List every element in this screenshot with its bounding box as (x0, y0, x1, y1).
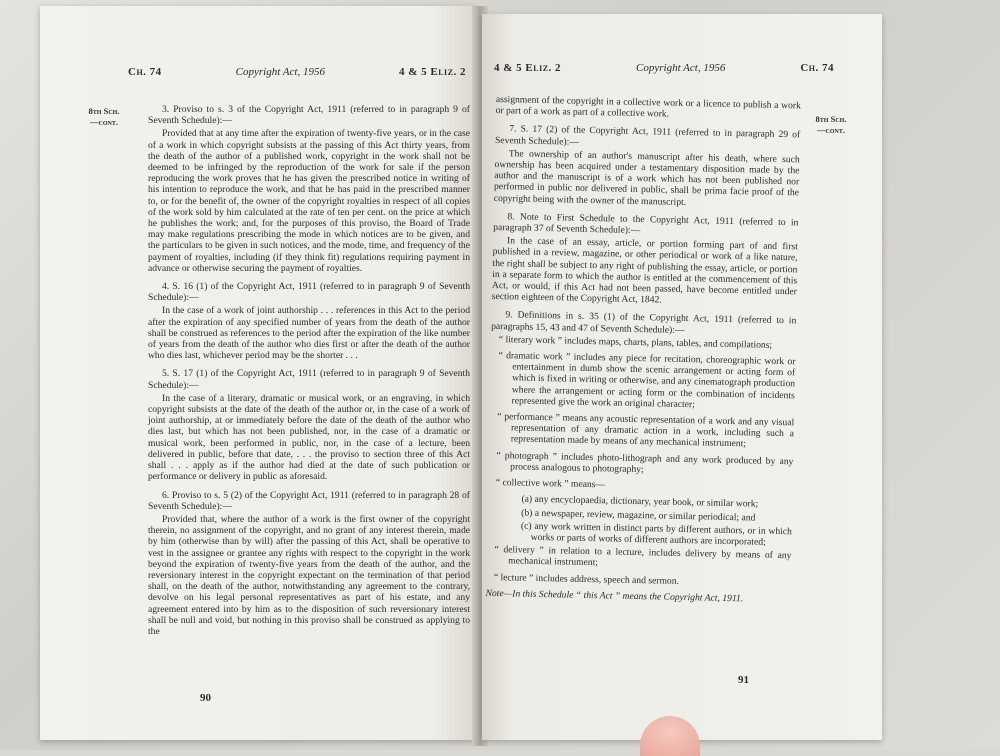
chapter-number: Ch. 74 (128, 66, 162, 78)
section-heading: 5. S. 17 (1) of the Copyright Act, 1911 (referred to in paragraph 9 of Seventh Schedule):— (148, 368, 470, 391)
definition: “ collective work ” means— (495, 477, 606, 491)
section-heading: 7. S. 17 (2) of the Copyright Act, 1911 (referred to in paragraph 29 of Seventh Schedule):— (494, 123, 801, 148)
margin-note-line: 8th Sch. (88, 106, 120, 116)
definition: “ lecture ” includes address, speech and sermon. (493, 571, 680, 587)
definition-sub-item: (c) any work written in distinct parts by different authors, or in which works or parts of works of different authors are incorporated; (520, 520, 793, 548)
chapter-number: Ch. 74 (800, 62, 834, 74)
section-heading: 4. S. 16 (1) of the Copyright Act, 1911 (referred to in paragraph 9 of Seventh Schedule):— (148, 281, 470, 304)
right-page (482, 14, 882, 740)
margin-note-right (806, 114, 856, 136)
right-page-text (485, 94, 801, 612)
section-body: In the case of an essay, article, or portion forming part of and first published in a review, magazine, or other periodical or work of a like nature, the right shall be subject to any right of publishing the essay, article, or portion in a separate form to which the author is entitled at the commencement of this Act, or would, if this Act had not been passed, have become entitled under section eighteen of the Copyright Act, 1842. (491, 235, 798, 306)
section-heading: 8. Note to First Schedule to the Copyright Act, 1911 (referred to in paragraph 37 of Seventh Schedule):— (493, 211, 799, 237)
section-heading: 9. Definitions in s. 35 (1) of the Copyright Act, 1911 (referred to in paragraphs 15, 43 and 47 of Seventh Schedule):— (491, 309, 797, 336)
definition: “ photograph ” includes photo-lithograph and any work produced by any process analogous to photography; (496, 449, 794, 476)
section-heading: 3. Proviso to s. 3 of the Copyright Act, 1911 (referred to in paragraph 9 of Seventh Schedule):— (148, 104, 470, 127)
left-page (40, 6, 478, 740)
section-body: In the case of a literary, dramatic or musical work, or an engraving, in which copyright subsists at the date of the death of the author or, in the case of a work of joint authorship, at or immediately before the date of the death of the author who dies last, but which has not been published, nor, in the case of a dramatic or musical work, been performed in public, nor, in the case of a lecture, been delivered in public, before that date, . . . the proviso to section three of this Act shall . . . apply as if the author had died at the date of such publication or performance or delivery in public as aforesaid. (148, 392, 470, 483)
margin-note-line: —cont. (90, 117, 118, 127)
running-head-left (128, 66, 466, 78)
margin-note-line: —cont. (817, 125, 845, 135)
section-body: In the case of a work of joint authorship . . . references in this Act to the period after the expiration of any specified number of years from the death of the author shall be construed as references to the period after the expiration of the like number of years from the death of the author who dies first or after the death of the author who dies last, whichever period may be the shorter . . . (148, 305, 470, 362)
page-number: 90 (200, 692, 211, 704)
carried-text: assignment of the copyright in a collective work or a licence to publish a work or part of a work as part of a collective work. (495, 94, 801, 120)
definition: “ performance ” means any acoustic representation of a work and any visual representation of any dramatic action in a work, including such a representation made by means of any mechanical instrument; (497, 411, 795, 450)
margin-note-line: 8th Sch. (815, 114, 847, 124)
definition: “ delivery ” in relation to a lecture, includes delivery by means of any mechanical instrument; (494, 544, 792, 569)
definition-sub-item: (b) a newspaper, review, magazine, or similar periodical; and (521, 507, 756, 524)
section-body: Provided that, where the author of a work is the first owner of the copyright therein, no assignment of the copyright, and no grant of any interest therein, made by him (otherwise than by will) after the passing of this Act, shall be operative to vest in the assignee or grantee any rights with respect to the copyright in the work beyond the expiration of twenty-five years from the death of the author, and the reversionary interest in the copyright expectant on the termination of that period shall, on the death of the author, notwithstanding any agreement to the contrary, devolve on his legal personal representatives as part of his estate, and any agreement entered into by him as to the disposition of such reversionary interest shall be null and void, but nothing in this proviso shall be construed as applying to the (148, 513, 470, 637)
regnal-year: 4 & 5 Eliz. 2 (398, 66, 466, 78)
section-body: The ownership of an author's manuscript after his death, where such ownership has been acquired under a testamentary disposition made by the author and the manuscript is of a work which has not been published nor performed in public nor delivered in public, shall be prima facie proof of the copyright being with the owner of the manuscript. (493, 148, 800, 208)
left-page-text (148, 104, 470, 644)
open-book (40, 6, 885, 746)
page-number: 91 (738, 674, 749, 686)
definition: “ literary work ” includes maps, charts, plans, tables, and compilations; (498, 333, 773, 351)
act-title: Copyright Act, 1956 (235, 66, 325, 78)
margin-note-left (80, 106, 128, 128)
schedule-note: Note—In this Schedule “ this Act ” means the Copyright Act, 1911. (485, 587, 744, 605)
section-heading: 6. Proviso to s. 5 (2) of the Copyright Act, 1911 (referred to in paragraph 28 of Seventh Schedule):— (148, 489, 470, 512)
definition: “ dramatic work ” includes any piece for recitation, choreographic work or entertainment in dumb show the scenic arrangement or acting form of which is fixed in writing or otherwise, and any cinematograph production where the arrangement or acting form or the combination of incidents represented give the work an original character; (498, 350, 796, 411)
act-title: Copyright Act, 1956 (636, 62, 726, 74)
section-body: Provided that at any time after the expiration of twenty-five years, or in the case of a work in which copyright subsists at the passing of this Act thirty years, from the death of the author of a published work, copyright in the work shall not be deemed to be infringed by the reproduction of the work for sale if the person reproducing the work proves that he has given the prescribed notice in writing of his intention to reproduce the work, and that he has paid in the prescribed manner to, or for the benefit of, the owner of the copyright royalties in respect of all copies of the work sold by him calculated at the rate of ten per cent. on the price at which he publishes the work; and, for the purposes of this proviso, the Board of Trade may make regulations prescribing the mode in which notices are to be given, and the particulars to be given in such notices, and the mode, time, and frequency of the payment of royalties, including (if they think fit) regulations requiring payment in advance or otherwise securing the payment of royalties. (148, 128, 470, 274)
regnal-year: 4 & 5 Eliz. 2 (494, 62, 562, 74)
definition-sub-item: (a) any encyclopaedia, dictionary, year book, or similar work; (521, 493, 759, 510)
running-head-right (494, 62, 834, 74)
